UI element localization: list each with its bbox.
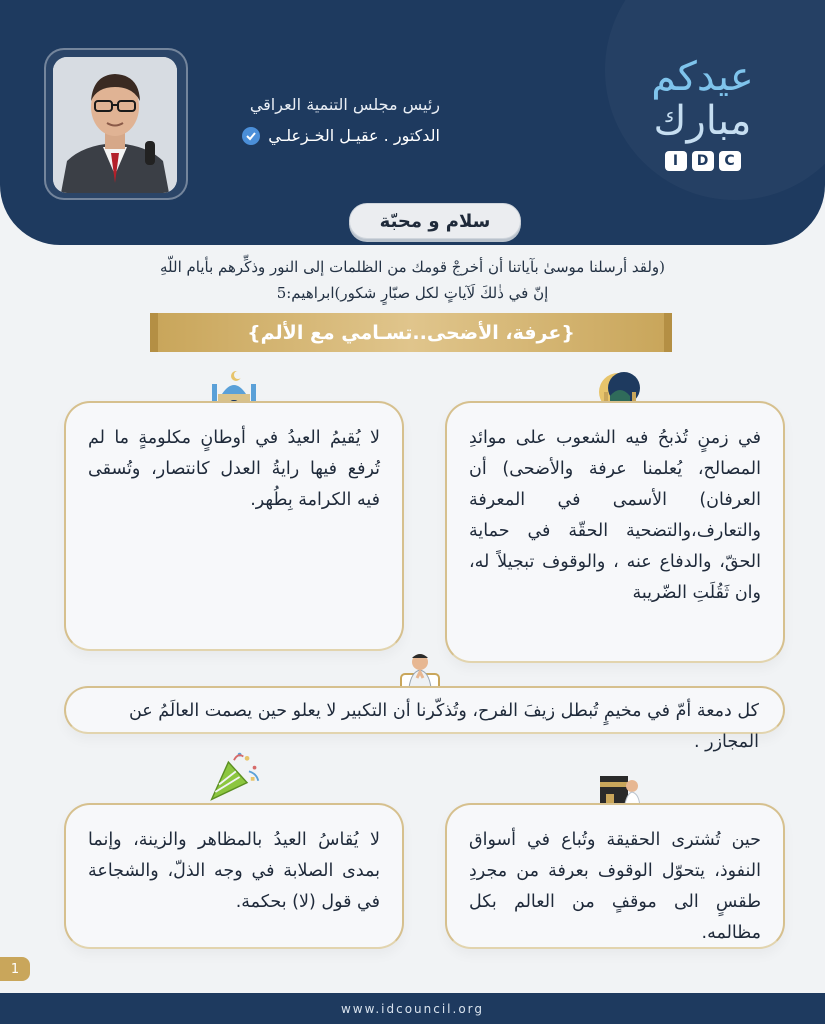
card-arafah-meaning: في زمنٍ تُذبحُ فيه الشعوب على موائدِ المصالح، يُعلمنا عرفة والأضحى) أن العرفان) الأسمى في المعرفة والتعارف،والتضحية الحقّة في حماية الحقّ، والدفاع عنه ، والوقوف تبجيلاً له، وان ثَقُلَتِ الضّريبة xyxy=(445,401,785,663)
speaker-info xyxy=(200,92,440,162)
speaker-name-row xyxy=(200,126,440,145)
speaker-name: الدكتور . عقيـل الخـزعلـي xyxy=(268,126,440,145)
idc-letter: C xyxy=(719,151,741,171)
speaker-portrait xyxy=(53,57,177,193)
footer-website[interactable]: www.idcouncil.org xyxy=(0,993,825,1024)
verse-line-2: إنّ في ذٰلكَ لَآياتٍ لكل صبّارٍ شكور)ابراهيم:5 xyxy=(276,284,549,302)
speaker-title: رئيس مجلس التنمية العراقي xyxy=(249,95,440,114)
greeting-badge: سلام و محبّة xyxy=(349,203,521,239)
title-banner xyxy=(158,313,664,352)
banner-edge-left xyxy=(150,313,158,352)
idc-letter: I xyxy=(665,151,687,171)
idc-letter: D xyxy=(692,151,714,171)
party-popper-icon xyxy=(206,754,262,800)
quran-verse xyxy=(40,254,785,306)
banner-edge-right xyxy=(664,313,672,352)
card-eid-measure: لا يُقاسُ العيدُ بالمظاهر والزينة، وإنما بمدى الصلابة في وجه الذلّ، والشجاعة في قول (لا) بحكمة. xyxy=(64,803,404,949)
logo-line-2: مبارك xyxy=(653,98,752,144)
verified-badge-icon xyxy=(242,127,260,145)
logo-line-1: عيدكم xyxy=(651,54,754,100)
card-justice: لا يُقيمُ العيدُ في أوطانٍ مكلومةٍ ما لم تُرفع فيها رايةُ العدل كانتصار، وتُسقى فيه الكرامة بِطُهر. xyxy=(64,401,404,651)
verse-line-1: (ولقد أرسلنا موسىٰ بآياتنا أن أخرجْ قومك من الظلمات إلى النور وذكِّرهم بأيام اللّهِ xyxy=(159,258,666,276)
card-truth-market: حين تُشترى الحقيقة وتُباع في أسواق النفوذ، يتحوّل الوقوف بعرفة من مجردِ طقسٍ الى موقفٍ من العالم بكل مظالمه. xyxy=(445,803,785,949)
card-mothers-tears: كل دمعة أمّ في مخيمٍ تُبطل زيفَ الفرح، وتُذكّرنا أن التكبير لا يعلو حين يصمت العالَمُ عن المجازر . xyxy=(64,686,785,734)
idc-letters xyxy=(615,151,790,171)
page-number: 1 xyxy=(0,957,30,981)
eid-logo xyxy=(615,55,790,195)
banner-text: {عرفة، الأضحى..تسـامي مع الألم} xyxy=(247,321,575,344)
